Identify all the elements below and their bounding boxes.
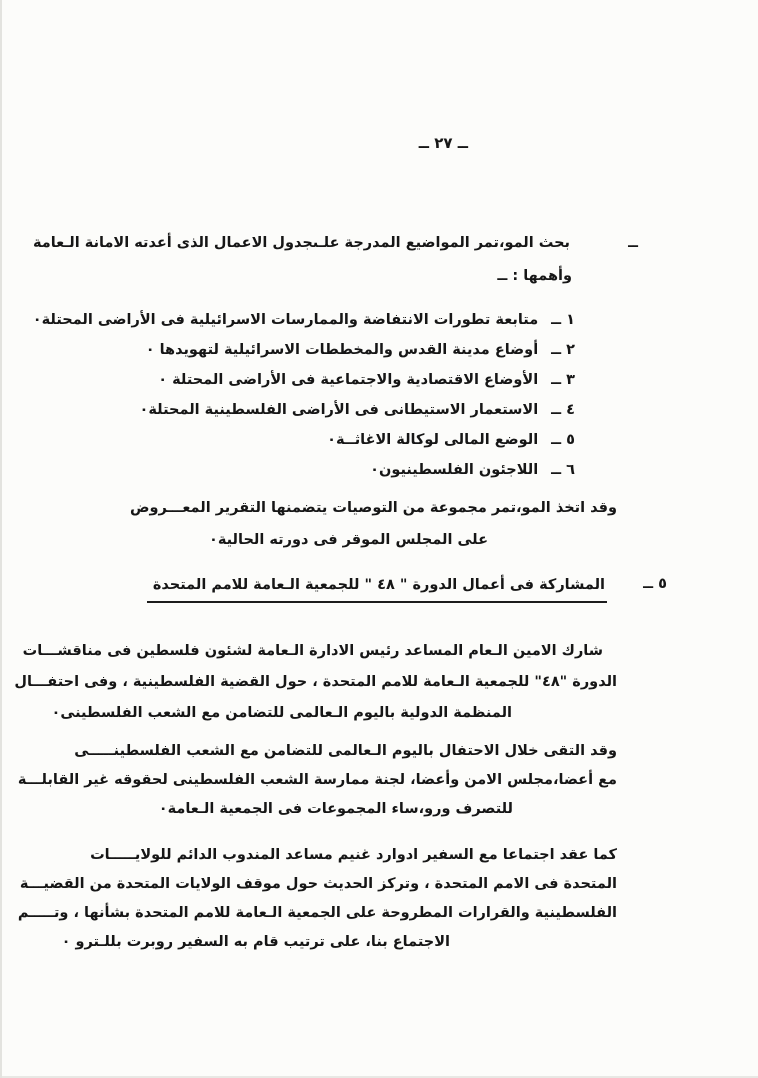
agenda-item	[130, 365, 617, 395]
text-line: وقد اتخذ المو،تمر مجموعة من التوصيات يتضمنها التقرير المعـــروض	[129, 500, 617, 516]
text-line: وقد التقى خلال الاحتفال باليوم الـعالمى للتضامن مع الشعب الفلسطينـــــى	[74, 743, 617, 759]
ambassador-meeting-paragraph	[17, 841, 617, 957]
agenda-item	[130, 335, 617, 365]
agenda-item-number: ١ ــ	[551, 312, 575, 328]
text-line: الاجتماع بنا، على ترتيب قام به السفير روبرت بللـترو ٠	[61, 934, 450, 950]
agenda-item-number: ٢ ــ	[551, 342, 575, 358]
agenda-item-text: الأوضاع الاقتصادية والاجتماعية فى الأراضى المحتلة ٠	[158, 372, 539, 388]
agenda-item-text: أوضاع مدينة القدس والمخططات الاسرائيلية لتهويدها ٠	[145, 342, 539, 358]
text-line: مع أعضا،مجلس الامن وأعضا، لجنة ممارسة الشعب الفلسطينى لحقوقه غير القابلـــة	[17, 772, 617, 788]
agenda-item-text: الاستعمار الاستيطانى فى الأراضى الفلسطينية المحتلة٠	[139, 402, 539, 418]
intro-paragraph	[32, 227, 638, 293]
solidarity-paragraph	[17, 737, 617, 824]
section-title: المشاركة فى أعمال الدورة " ٤٨ " للجمعية الـعامة للامم المتحدة	[147, 574, 607, 603]
agenda-item-number: ٥ ــ	[551, 432, 575, 448]
text-line: وأهمها : ــ	[497, 268, 572, 284]
agenda-item	[32, 305, 617, 335]
page-number: ــ ٢٧ ــ	[418, 134, 468, 152]
agenda-item-text: متابعة تطورات الانتفاضة والممارسات الاسرائيلية فى الأراضى المحتلة٠	[32, 312, 539, 328]
text-line: شارك الامين الـعام المساعد رئيس الادارة الـعامة لشئون فلسطين فى مناقشـــات	[22, 643, 603, 659]
agenda-list	[32, 305, 617, 485]
text-line: للتصرف ورو،ساء المجموعات فى الجمعية الـعامة٠	[158, 801, 513, 817]
agenda-item-text: الوضع المالى لوكالة الاغاثــة٠	[327, 432, 539, 448]
text-line: المتحدة فى الامم المتحدة ، وتركز الحديث حول موقف الولايات المتحدة من القضيـــة	[19, 876, 617, 892]
section-heading	[120, 573, 667, 603]
text-line: الدورة "٤٨" للجمعية الـعامة للامم المتحدة ، حول القضية الفلسطينية ، وفى احتفـــال	[14, 674, 617, 690]
agenda-item	[130, 455, 617, 485]
outcome-paragraph	[130, 492, 617, 556]
section-number-marker: ٥ ــ	[643, 576, 667, 592]
agenda-item-number: ٤ ــ	[551, 402, 575, 418]
text-line: بحث المو،تمر المواضيع المدرجة علـىجدول الاعمال الذى أعدته الامانة الـعامة	[32, 235, 570, 251]
agenda-item	[130, 425, 617, 455]
text-line: المنظمة الدولية باليوم الـعالمى للتضامن مع الشعب الفلسطينى٠	[51, 705, 512, 721]
participation-paragraph	[14, 636, 617, 729]
agenda-item-number: ٣ ــ	[551, 372, 575, 388]
text-line: الفلسطينية والقرارات المطروحة على الجمعية الـعامة للامم المتحدة بشأنها ، وتـــــم	[17, 905, 617, 921]
paragraph-dash-marker: ــ	[628, 235, 638, 251]
text-line: كما عقد اجتماعا مع السفير ادوارد غنيم مساعد المندوب الدائم للولايـــــات	[90, 847, 617, 863]
agenda-item-text: اللاجئون الفلسطينيون٠	[370, 462, 539, 478]
agenda-item-number: ٦ ــ	[551, 462, 575, 478]
text-line: على المجلس الموقر فى دورته الحالية٠	[208, 532, 488, 548]
agenda-item	[130, 395, 617, 425]
